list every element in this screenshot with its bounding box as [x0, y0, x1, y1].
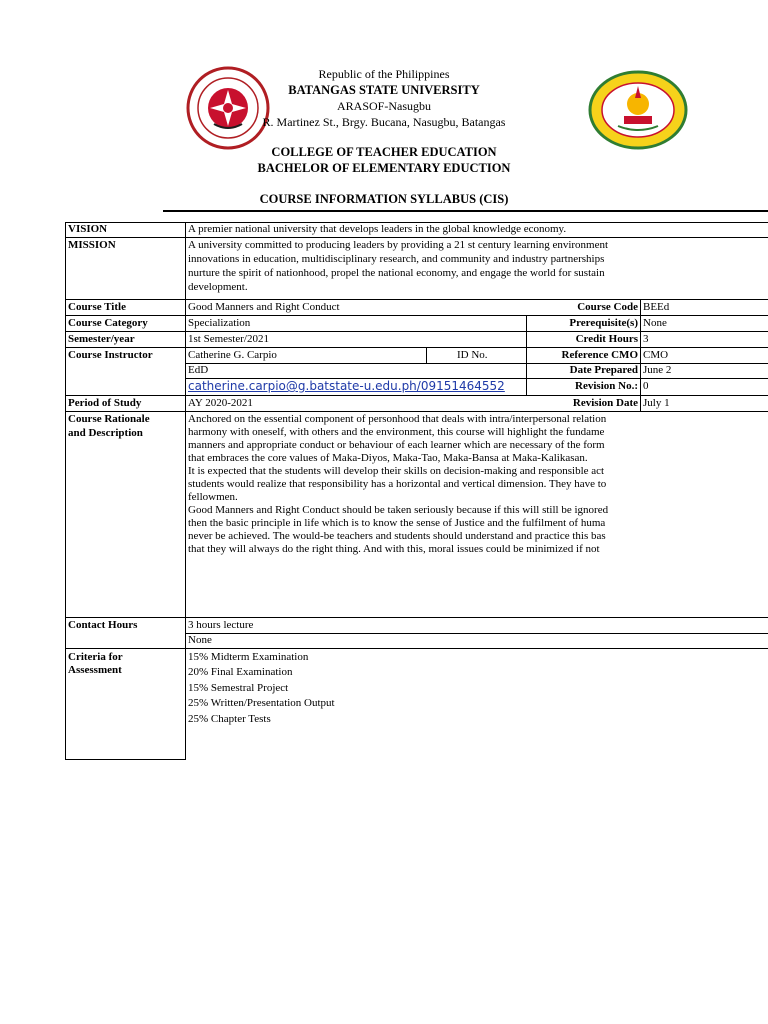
criteria-item: 25% Written/Presentation Output [188, 697, 335, 709]
program-name: BACHELOR OF ELEMENTARY EDUCTION [257, 161, 511, 175]
rationale-line: Anchored on the essential component of personhood that deals with intra/interpersonal relation [188, 413, 607, 425]
rationale-line: It is expected that the students will develop their skills on decision-making and responsible act [188, 465, 605, 477]
mission-line: A university committed to producing leaders by providing a 21 st century learning environment [188, 239, 609, 251]
criteria-item: 15% Midterm Examination [188, 651, 309, 663]
course-code-value: BEEd [643, 301, 670, 313]
course-title-value: Good Manners and Right Conduct [188, 301, 340, 313]
instructor-degree: EdD [188, 364, 209, 376]
vision-label: VISION [68, 223, 108, 235]
rationale-line: students would realize that responsibility has a horizontal and vertical dimension. They have to [188, 478, 607, 490]
id-number-label: ID No. [457, 349, 488, 361]
rationale-line: fellowmen. [188, 491, 238, 503]
mission-line: nurture the spirit of nationhood, propel the national economy, and engage the world for sustain [188, 267, 605, 279]
course-instructor-label: Course Instructor [68, 349, 153, 361]
contact-hours-lab: None [188, 634, 212, 646]
reference-cmo-label: Reference CMO [561, 349, 638, 361]
contact-hours-label: Contact Hours [68, 619, 138, 631]
rationale-line: that they will always do the right thing. And with this, moral issues could be minimized if not [188, 543, 600, 555]
instructor-name: Catherine G. Carpio [188, 349, 277, 361]
campus-name: ARASOF-Nasugbu [336, 99, 431, 113]
table-row-line [65, 648, 768, 649]
mission-label: MISSION [68, 239, 116, 251]
reference-cmo-value: CMO [643, 349, 669, 361]
period-of-study-label: Period of Study [68, 397, 142, 409]
assessment-label: Assessment [68, 664, 122, 676]
course-title-label: Course Title [68, 301, 126, 313]
table-row-line [65, 411, 768, 412]
vision-text: A premier national university that develops leaders in the global knowledge economy. [188, 223, 567, 235]
republic-text: Republic of the Philippines [318, 67, 450, 81]
contact-hours-lecture: 3 hours lecture [188, 619, 254, 631]
rationale-line: Good Manners and Right Conduct should be taken seriously because if this will still be ignored [188, 504, 609, 516]
rationale-line: manners and appropriate conduct or behaviour of each learner which are necessary of the form [188, 439, 605, 451]
mission-line: development. [188, 281, 248, 293]
credit-hours-label: Credit Hours [575, 333, 638, 345]
table-row-line [65, 347, 768, 348]
criteria-item: 25% Chapter Tests [188, 713, 271, 725]
revision-date-label: Revision Date [572, 397, 638, 409]
rationale-line: that embraces the core values of Maka-Diyos, Maka-Tao, Maka-Bansa at Maka-Kalikasan. [188, 452, 588, 464]
criteria-label: Criteria for [68, 651, 123, 663]
table-row-line [65, 759, 186, 760]
campus-address: R. Martinez St., Brgy. Bucana, Nasugbu, Batangas [262, 115, 506, 129]
table-row-line [65, 315, 768, 316]
table-row-line [65, 299, 768, 300]
course-rationale-label: Course Rationale [68, 413, 150, 425]
criteria-item: 15% Semestral Project [188, 682, 289, 694]
instructor-email-link[interactable]: catherine.carpio@g.batstate-u.edu.ph/09151464552 [188, 379, 505, 393]
table-row-line [65, 331, 768, 332]
criteria-item: 20% Final Examination [188, 666, 293, 678]
credit-hours-value: 3 [643, 333, 649, 345]
revision-number-value: 0 [643, 380, 649, 392]
semester-label: Semester/year [68, 333, 135, 345]
prerequisite-value: None [643, 317, 667, 329]
college-name: COLLEGE OF TEACHER EDUCATION [271, 145, 497, 159]
revision-number-label: Revision No.: [575, 380, 638, 392]
mission-line: innovations in education, multidisciplinary research, and community and industry partnerships [188, 253, 605, 265]
document-title: COURSE INFORMATION SYLLABUS (CIS) [259, 192, 509, 206]
rationale-line: never be achieved. The would-be teachers and students should understand and practice this bas [188, 530, 606, 542]
rationale-line: harmony with oneself, with others and the environment, this course will highlight the fundame [188, 426, 605, 438]
table-row-line [65, 237, 768, 238]
date-prepared-label: Date Prepared [569, 364, 638, 376]
course-code-label: Course Code [577, 301, 638, 313]
revision-date-value: July 1 [643, 397, 670, 409]
table-row-line [65, 617, 768, 618]
period-of-study-value: AY 2020-2021 [188, 397, 253, 409]
rationale-line: then the basic principle in life which is to know the sense of Justice and the fulfilment of huma [188, 517, 606, 529]
semester-value: 1st Semester/2021 [188, 333, 269, 345]
course-category-value: Specialization [188, 317, 251, 329]
course-description-label: and Description [68, 427, 143, 439]
table-row-line [65, 395, 768, 396]
date-prepared-value: June 2 [643, 364, 672, 376]
course-category-label: Course Category [68, 317, 148, 329]
prerequisite-label: Prerequisite(s) [569, 317, 638, 329]
university-name: BATANGAS STATE UNIVERSITY [288, 83, 480, 97]
